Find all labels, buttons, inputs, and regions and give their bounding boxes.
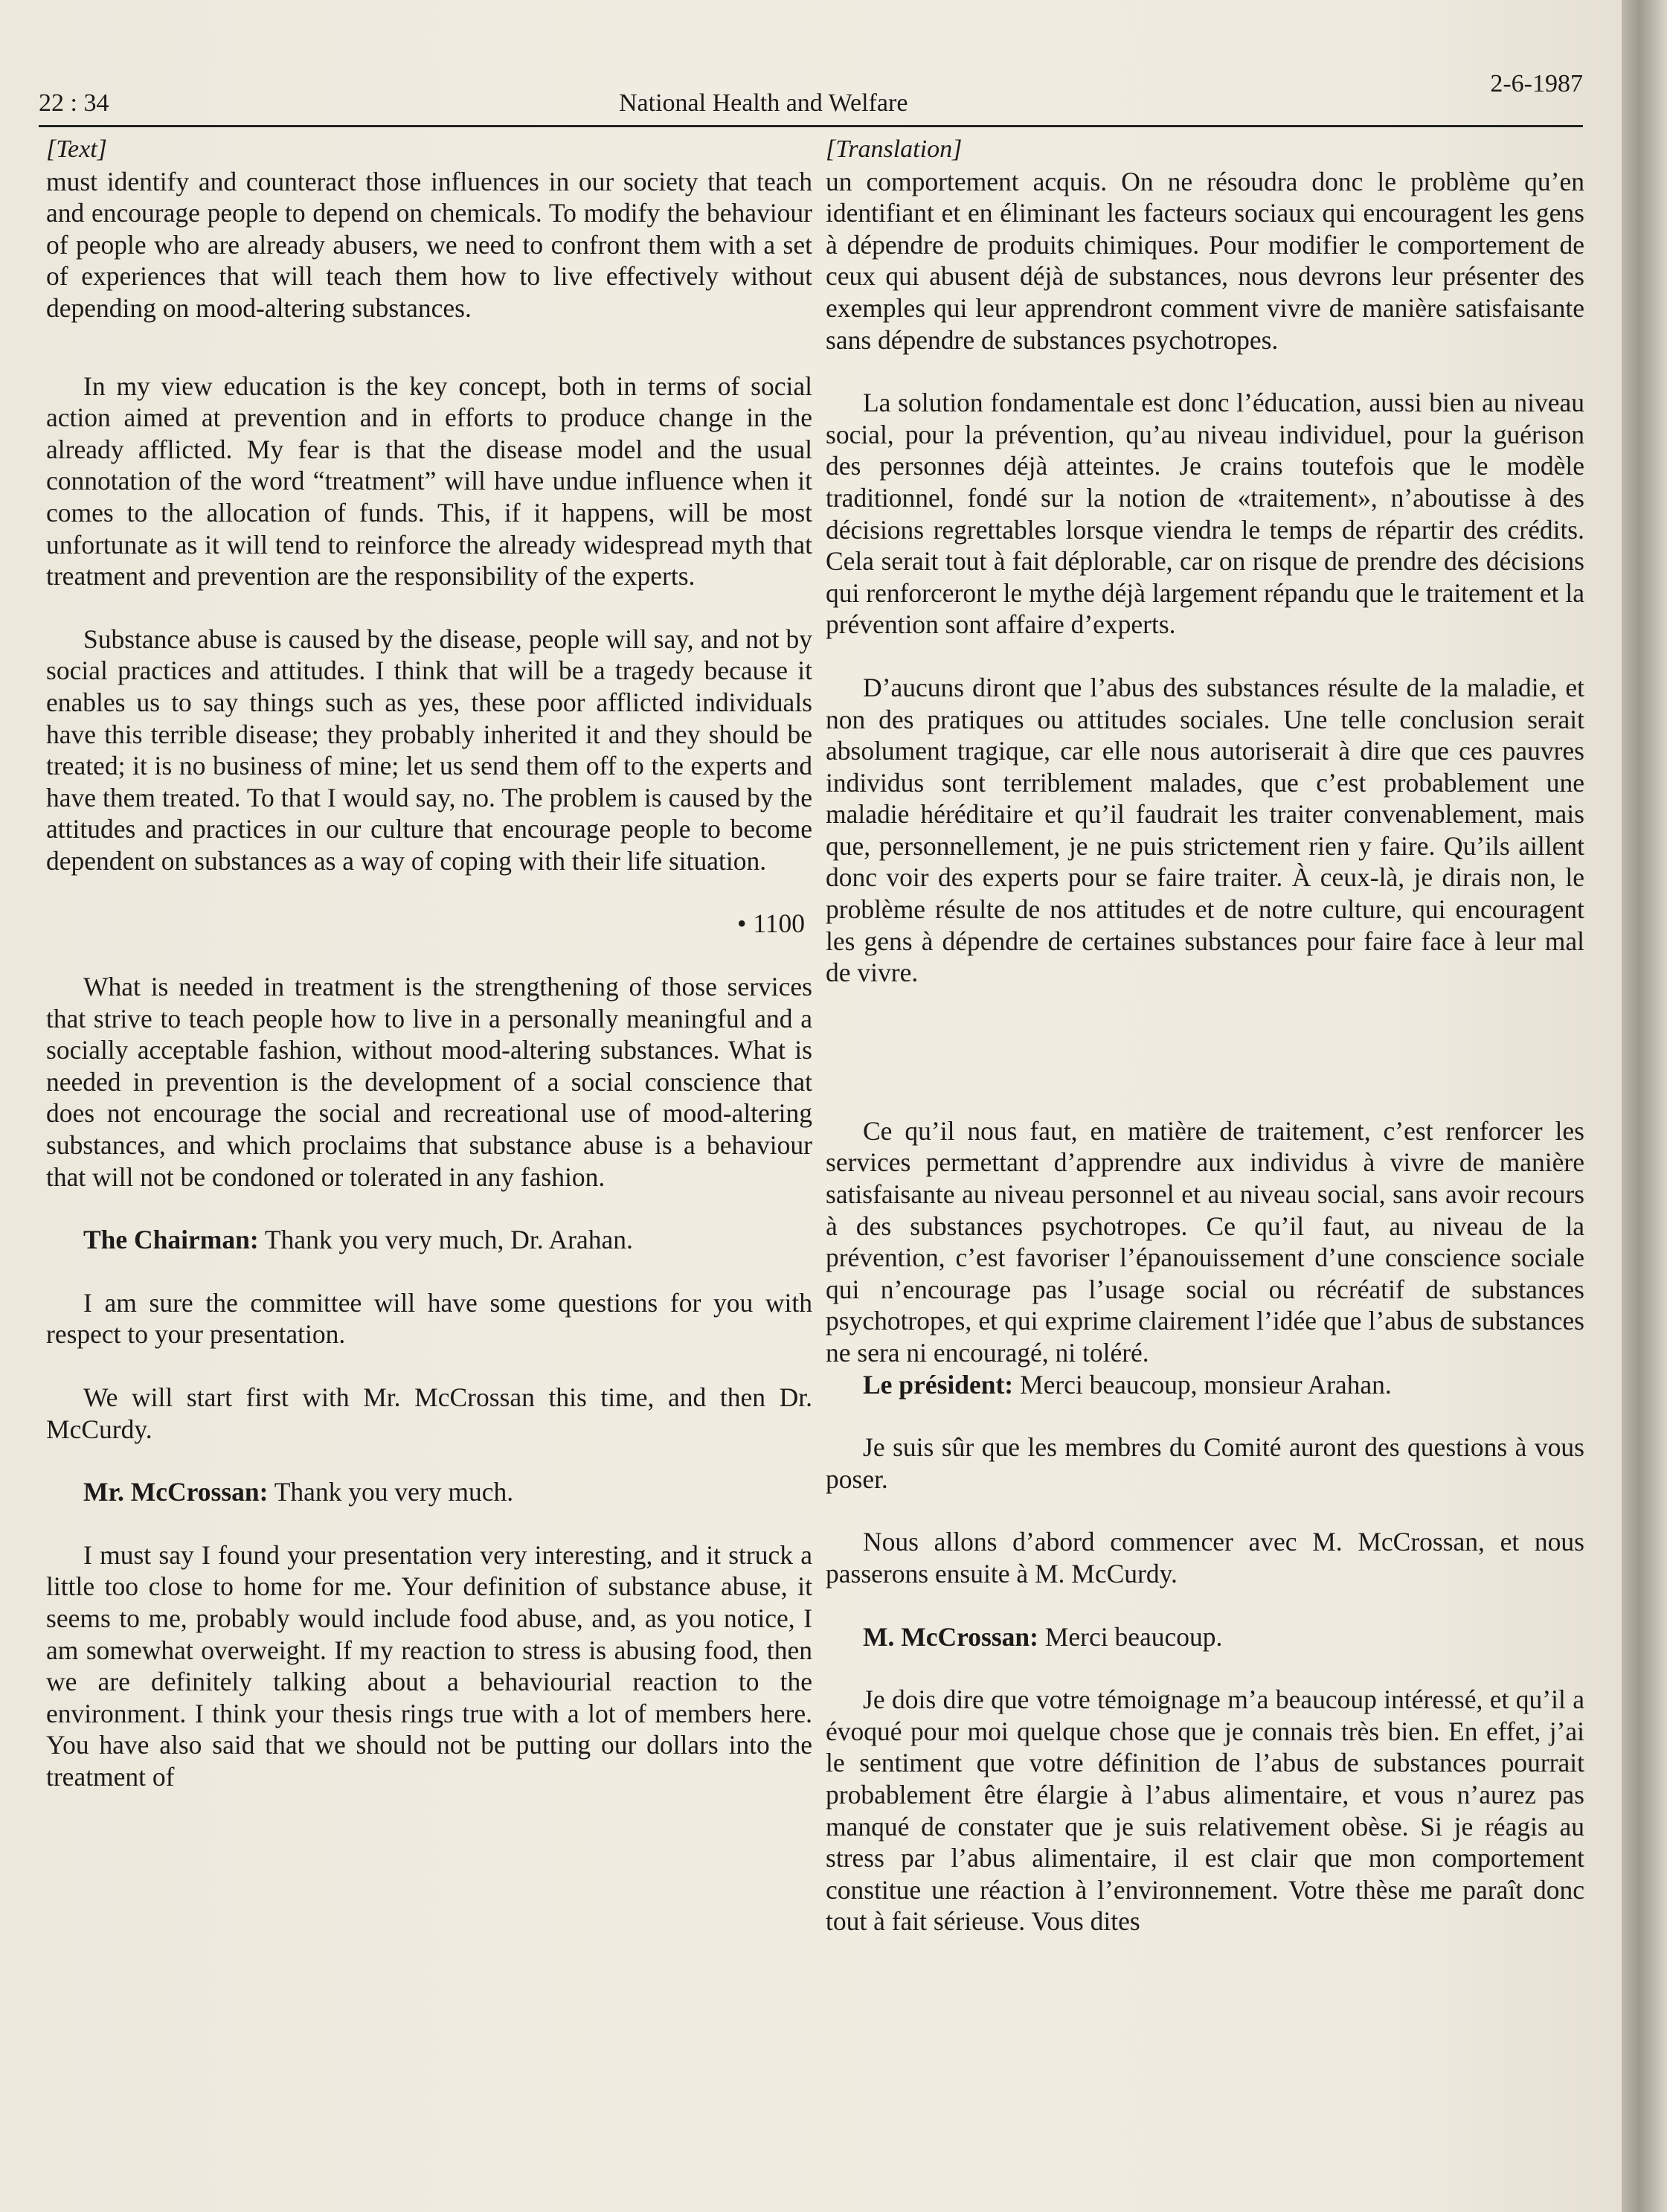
english-column <box>46 134 812 1793</box>
page-header <box>39 70 1583 122</box>
column-label: [Translation] <box>826 135 963 163</box>
paragraph: In my view education is the key concept, both in terms of social action aimed at prevention and in efforts to produce change in the already afflicted. My fear is that the disease model and the usual connotation of the word “treatment” will have undue influence when it comes to the allocation of funds. This, if it happens, will be most unfortunate as it will tend to reinforce the already widespread myth that treatment and prevention are the responsibility of the experts. <box>46 371 812 592</box>
chairman-line <box>46 1224 812 1256</box>
paragraph: We will start first with Mr. McCrossan this time, and then Dr. McCurdy. <box>46 1382 812 1444</box>
mccrossan-line <box>826 1621 1584 1653</box>
column-label: [Text] <box>46 135 107 163</box>
paragraph: I am sure the committee will have some questions for you with respect to your presentation. <box>46 1287 812 1350</box>
header-rule <box>39 125 1583 127</box>
time-marker: • 1100 <box>737 908 805 939</box>
page-number: 22 : 34 <box>39 89 109 117</box>
speaker-text: Thank you very much, Dr. Arahan. <box>258 1225 633 1255</box>
paragraph: Je dois dire que votre témoignage m’a beaucoup intéressé, et qu’il a évoqué pour moi quelque chose que je connais très bien. En effet, j’ai le sentiment que votre définition de l’abus de substances pourrait probablement être élargie à l’abus alimentaire, et vous n’aurez pas manqué de constater que je suis relativement obèse. Si je réagis au stress par l’abus alimentaire, il est clair que mon comportement constitue une réaction à l’environnement. Votre thèse me paraît donc tout à fait sérieuse. Vous dites <box>826 1684 1584 1937</box>
paragraph: I must say I found your presentation very interesting, and it struck a little too close to home for me. Your definition of substance abuse, it seems to me, probably would include food abuse, and, as you notice, I am somewhat overweight. If my reaction to stress is abusing food, then we are definitely talking about a behaviourial reaction to the environment. I think your thesis rings true with a lot of members here. You have also said that we should not be putting our dollars into the treatment of <box>46 1539 812 1792</box>
speaker-name: The Chairman: <box>83 1225 259 1255</box>
paragraph: Je suis sûr que les membres du Comité auront des questions à vous poser. <box>826 1432 1584 1494</box>
speaker-name: M. McCrossan: <box>863 1621 1038 1652</box>
paragraph: What is needed in treatment is the strengthening of those services that strive to teach people how to live in a personally meaningful and a socially acceptable fashion, without mood-altering substances. What is needed in prevention is the development of a social conscience that does not encourage the social and recreational use of mood-altering substances, and which proclaims that substance abuse is a behaviour that will not be condoned or tolerated in any fashion. <box>46 972 812 1192</box>
speaker-text: Merci beaucoup, monsieur Arahan. <box>1013 1369 1392 1400</box>
paragraph: un comportement acquis. On ne résoudra donc le problème qu’en identifiant et en éliminant les facteurs sociaux qui encouragent les gens à dépendre de produits chimiques. Pour modifier le comportement de ceux qui abusent déjà de substances, nous devrons leur présenter des exemples qui leur apprendront comment vivre de manière satisfaisante sans dépendre de substances psychotropes. <box>826 166 1584 355</box>
mccrossan-line <box>46 1476 812 1508</box>
paragraph: Substance abuse is caused by the disease, people will say, and not by social practices and attitudes. I think that will be a tragedy because it enables us to say things such as yes, these poor afflicted individuals have this terrible disease; they probably inherited it and they should be treated; it is no business of mine; let us send them off to the experts and have them treated. To that I would say, no. The problem is caused by the attitudes and practices in our culture that encourage people to become dependent on substances as a way of coping with their life situation. <box>46 623 812 876</box>
speaker-name: Le président: <box>863 1369 1014 1400</box>
speaker-text: Thank you very much. <box>268 1477 514 1507</box>
paragraph: D’aucuns diront que l’abus des substances résulte de la maladie, et non des pratiques ou attitudes sociales. Une telle conclusion serait absolument tragique, car elle nous autoriserait à dire que ces pauvres individus sont terriblement malades, que c’est probablement une maladie héréditaire et qu’il faudrait les traiter convenablement, mais que, personnellement, je ne puis strictement rien y faire. Qu’ils aillent donc voir des experts pour se faire traiter. À ceux-là, je dirais non, le problème résulte de nos attitudes et de notre culture, qui encouragent les gens à dépendre de certaines substances pour faire face à leur mal de vivre. <box>826 672 1584 988</box>
paragraph: La solution fondamentale est donc l’éducation, aussi bien au niveau social, pour la prévention, qu’au niveau individuel, pour la guérison des personnes déjà atteintes. Je crains toutefois que le modèle traditionnel, fondé sur la notion de «traitement», n’aboutisse à des décisions regrettables lorsque viendra le temps de répartir des crédits. Cela serait tout à fait déplorable, car on risque de prendre des décisions qui renforceront le mythe déjà largement répandu que le traitement et la prévention sont affaire d’experts. <box>826 388 1584 640</box>
paragraph: Ce qu’il nous faut, en matière de traitement, c’est renforcer les services permettant d’apprendre aux individus à vivre de manière satisfaisante au niveau personnel et au niveau social, sans avoir recours à des substances psychotropes. Ce qu’il faut, au niveau de la prévention, c’est favoriser l’épanouissement d’une conscience sociale qui n’encourage pas l’usage social ou récréatif de substances psychotropes, et qui exprime clairement l’idée que l’abus de substances ne sera ni encouragé, ni toléré. <box>826 1115 1584 1368</box>
running-title: National Health and Welfare <box>619 89 908 117</box>
speaker-text: Merci beaucoup. <box>1038 1621 1223 1652</box>
speaker-name: Mr. McCrossan: <box>83 1477 269 1507</box>
paragraph: Nous allons d’abord commencer avec M. McCrossan, et nous passerons ensuite à M. McCurdy. <box>826 1527 1584 1589</box>
page-edge <box>1622 0 1667 2212</box>
president-line <box>826 1369 1584 1401</box>
header-date: 2-6-1987 <box>1490 70 1583 97</box>
paragraph: must identify and counteract those influences in our society that teach and encourage people to depend on chemicals. To modify the behaviour of people who are already abusers, we need to confront them with a set of experiences that will teach them how to live effectively without depending on mood-altering substances. <box>46 166 812 323</box>
french-column <box>826 134 1584 1937</box>
